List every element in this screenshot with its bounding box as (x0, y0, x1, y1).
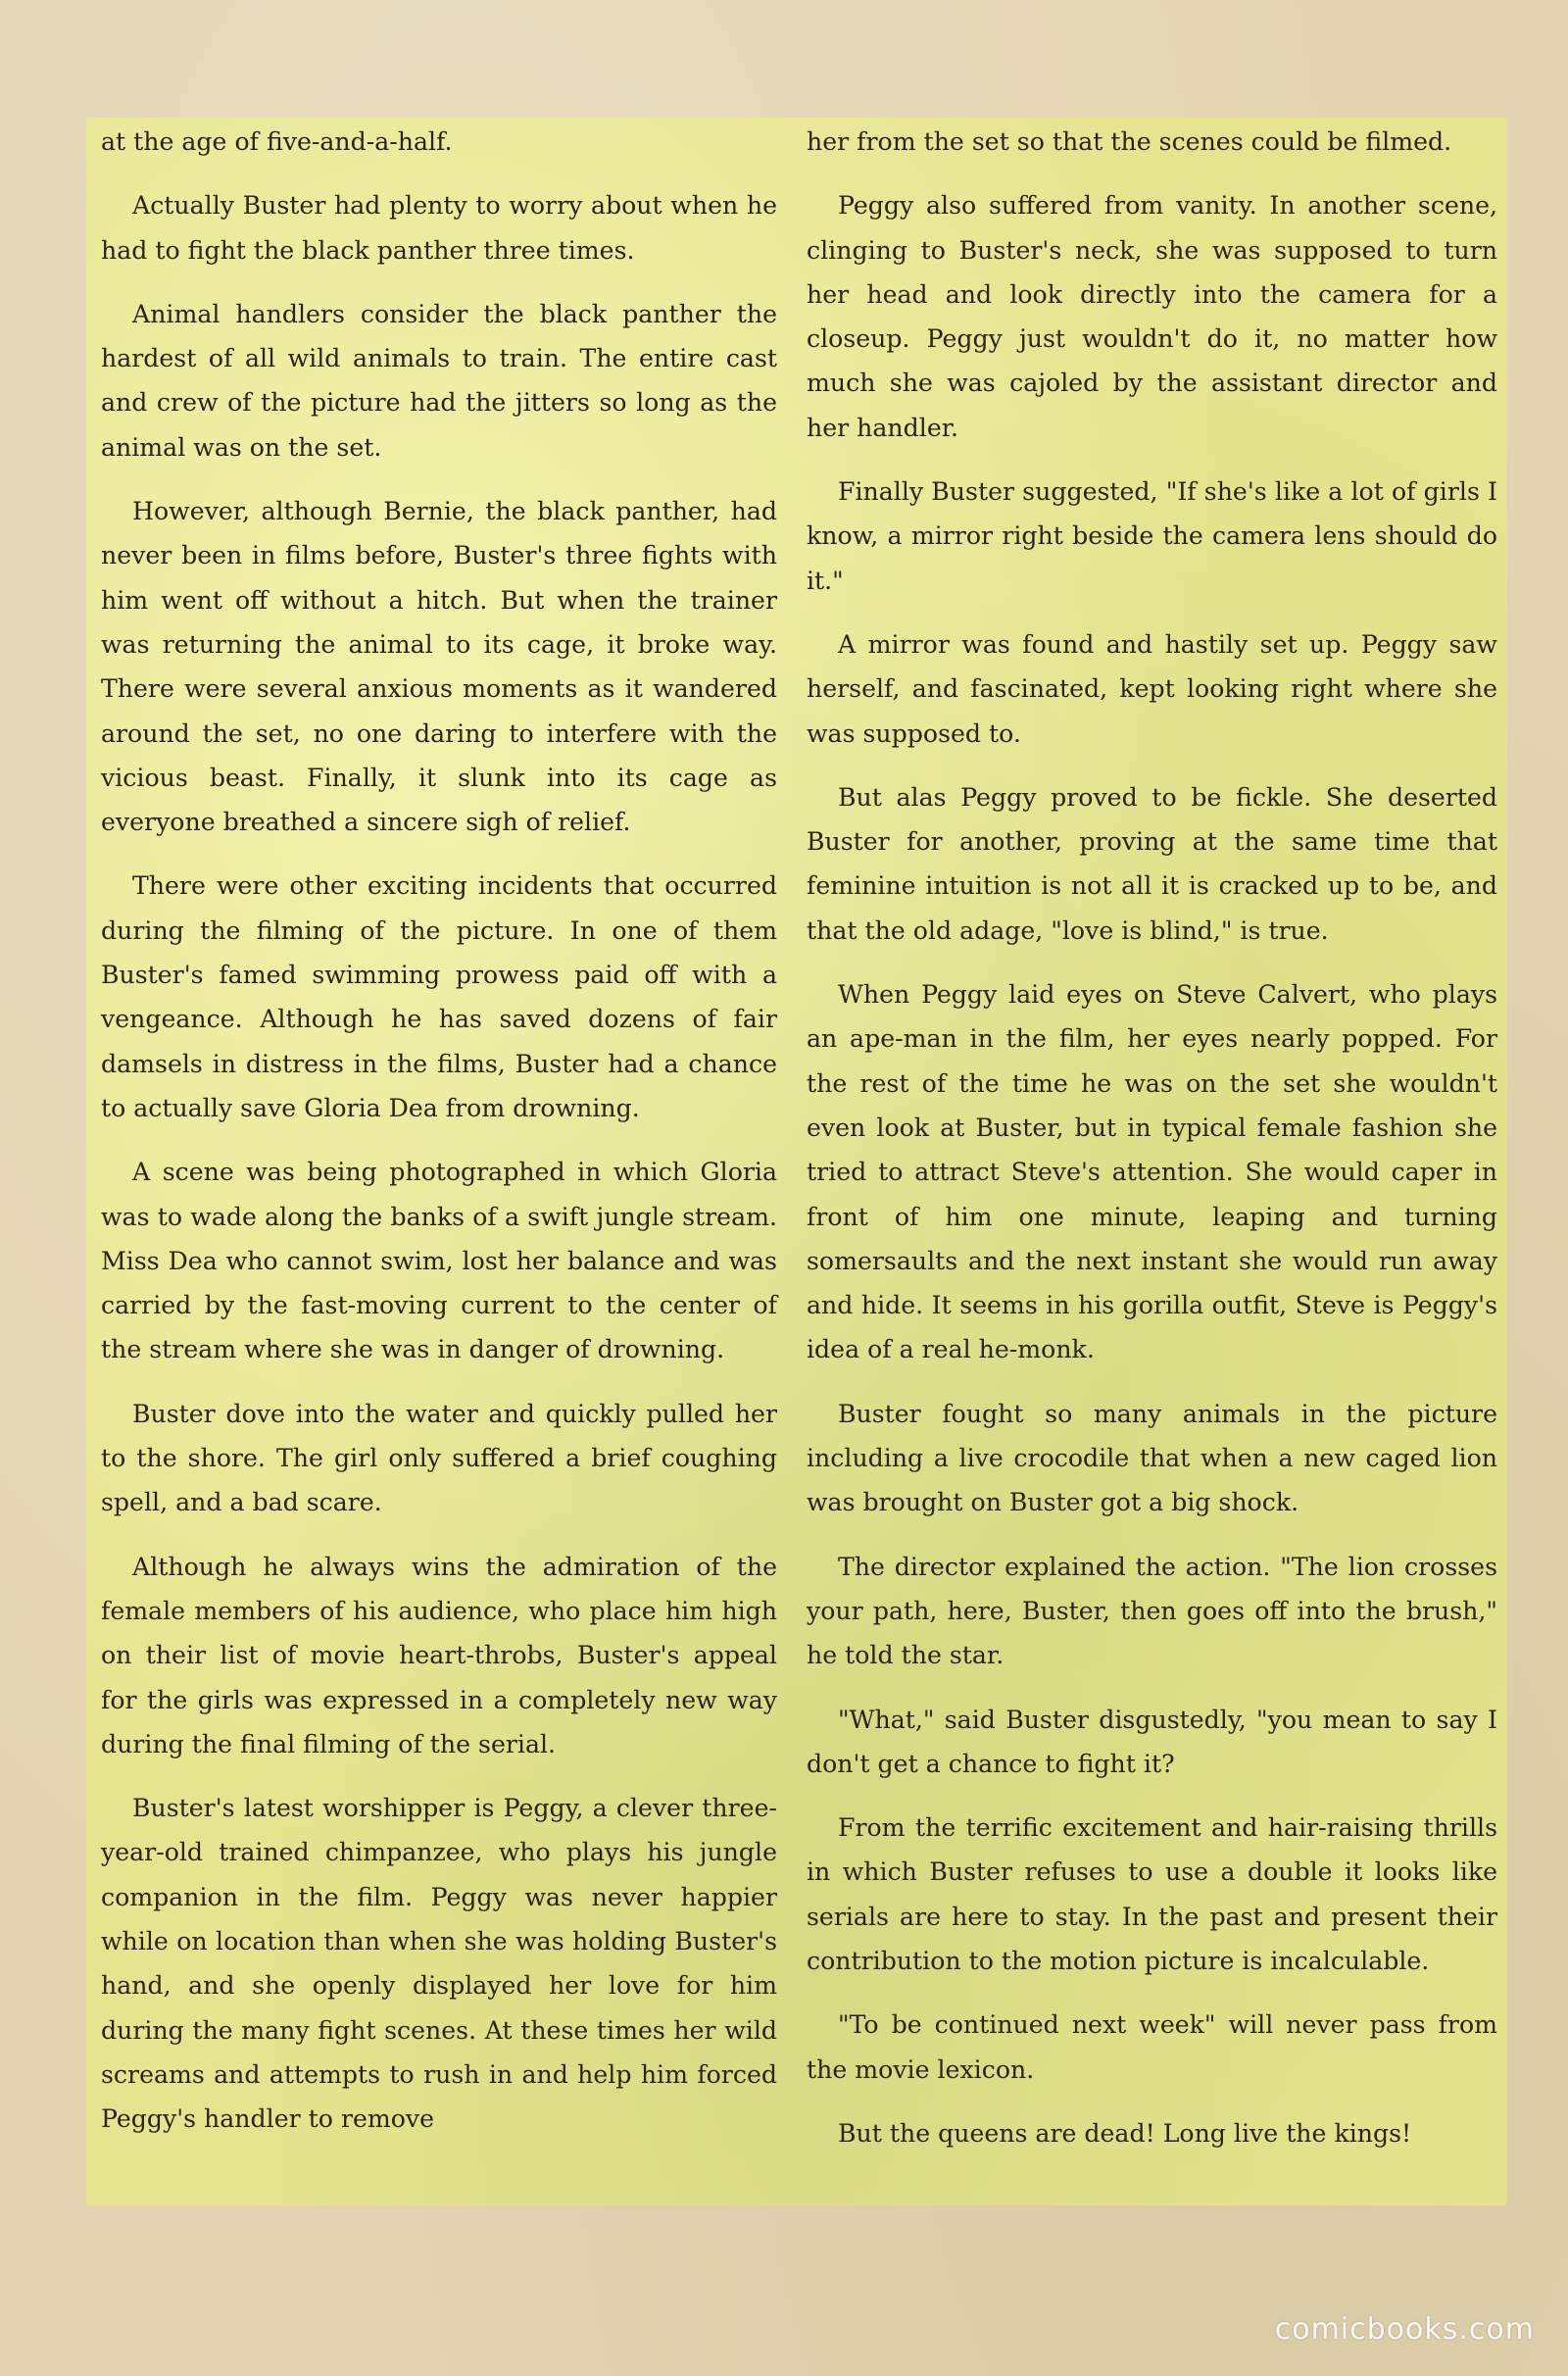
paragraph: There were other exciting incidents that occurred during the filming of the picture. In one of them Buster's famed swimming prowess paid off with a vengeance. Although he has saved dozens of fair damsels in distress in the films, Buster had a chance to actually save Gloria Dea from drowning. (101, 871, 777, 1122)
paragraph: However, although Bernie, the black panther, had never been in films before, Buster's three fights with him went off without a hitch. But when the trainer was returning the animal to its cage, it broke way. There were several anxious moments as it wandered around the set, no one daring to interfere with the vicious beast. Finally, it slunk into its cage as everyone breathed a sincere sigh of relief. (101, 497, 777, 837)
paragraph: Buster's latest worshipper is Peggy, a clever three-year-old trained chimpanzee, who plays his jungle companion in the film. Peggy was never happier while on location than when she was holding Buster's hand, and she openly displayed her love for him during the many fight scenes. At these times her wild screams and attempts to rush in and help him forced Peggy's handler to remove (101, 1794, 777, 2134)
paragraph: But alas Peggy proved to be fickle. She deserted Buster for another, proving at the same time that feminine intuition is not all it is cracked up to be, and that the old adage, "love is blind," is true. (807, 782, 1497, 945)
site-watermark: comicbooks.com (1274, 2312, 1535, 2347)
paragraph: Buster fought so many animals in the picture including a live crocodile that when a new caged lion was brought on Buster got a big shock. (807, 1399, 1497, 1517)
paragraph: Buster dove into the water and quickly pulled her to the shore. The girl only suffered a brief coughing spell, and a bad scare. (101, 1399, 777, 1517)
paragraph: The director explained the action. "The lion crosses your path, here, Buster, then goes off into the brush," he told the star. (807, 1552, 1497, 1670)
paragraph: at the age of five-and-a-half. (101, 127, 453, 156)
paragraph: "To be continued next week" will never pass from the movie lexicon. (807, 2010, 1497, 2084)
paragraph: Although he always wins the admiration of the female members of his audience, who place him high on their list of movie heart-throbs, Buster's appeal for the girls was expressed in a completely new way during the final filming of the serial. (101, 1552, 777, 1758)
paragraph: From the terrific excitement and hair-raising thrills in which Buster refuses to use a double it looks like serials are here to stay. In the past and present their contribution to the motion picture is incalculable. (807, 1813, 1497, 1975)
right-column (807, 120, 1497, 2175)
paragraph: her from the set so that the scenes could be filmed. (807, 127, 1452, 156)
paragraph: Animal handlers consider the black panther the hardest of all wild animals to train. The entire cast and crew of the picture had the jitters so long as the animal was on the set. (101, 299, 777, 462)
paragraph: Peggy also suffered from vanity. In another scene, clinging to Buster's neck, she was supposed to turn her head and look directly into the camera for a closeup. Peggy just wouldn't do it, no matter how much she was cajoled by the assistant director and her handler. (807, 191, 1497, 442)
left-column (101, 120, 777, 2160)
paragraph: A mirror was found and hastily set up. Peggy saw herself, and fascinated, kept looking right where she was supposed to. (807, 629, 1497, 748)
paragraph: When Peggy laid eyes on Steve Calvert, who plays an ape-man in the film, her eyes nearly popped. For the rest of the time he was on the set she wouldn't even look at Buster, but in typical female fashion she tried to attract Steve's attention. She would caper in front of him one minute, leaping and turning somersaults and the next instant she would run away and hide. It seems in his gorilla outfit, Steve is Peggy's idea of a real he-monk. (807, 980, 1497, 1364)
paragraph: Finally Buster suggested, "If she's like a lot of girls I know, a mirror right beside the camera lens should do it." (807, 477, 1497, 595)
paragraph: "What," said Buster disgustedly, "you mean to say I don't get a chance to fight it? (807, 1705, 1497, 1778)
paragraph: A scene was being photographed in which Gloria was to wade along the banks of a swift jungle stream. Miss Dea who cannot swim, lost her balance and was carried by the fast-moving current to the center of the stream where she was in danger of drowning. (101, 1158, 777, 1364)
paragraph: Actually Buster had plenty to worry about when he had to fight the black panther three times. (101, 191, 777, 265)
paragraph: But the queens are dead! Long live the kings! (838, 2118, 1412, 2148)
